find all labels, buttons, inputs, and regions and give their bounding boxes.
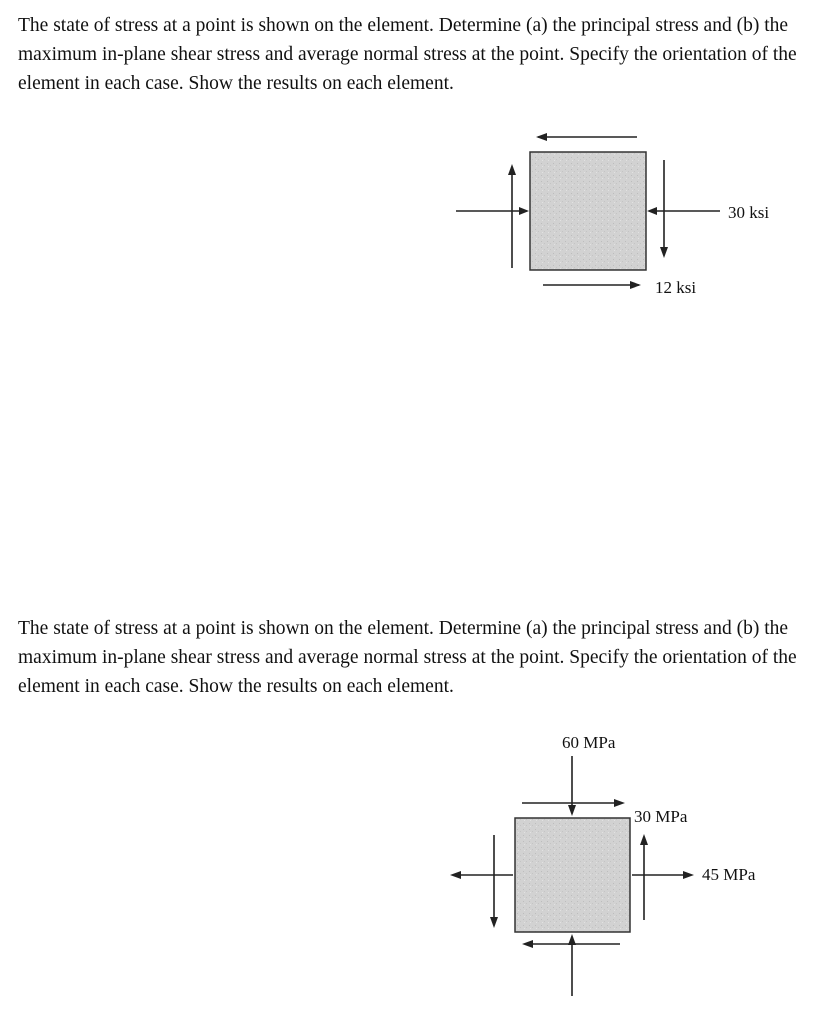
shear-arrow-left-side-2 (490, 835, 498, 928)
shear-stress-label-2: 30 MPa (634, 807, 688, 826)
problem-2-text: The state of stress at a point is shown on the element. Determine (a) the principal stress and (b) the maximum in-plane shear stress and average normal stress at the point. Specify the orientation of the element in each case. Show the results on each element. (18, 618, 797, 697)
stress-element-square-2 (515, 818, 630, 932)
normal-stress-label: 30 ksi (728, 203, 770, 222)
horizontal-stress-arrow-left (450, 871, 513, 879)
horizontal-stress-arrow-right (632, 871, 694, 879)
vertical-stress-arrow-top (568, 756, 576, 816)
shear-arrow-right-side-2 (640, 834, 648, 920)
shear-stress-label: 12 ksi (655, 278, 697, 297)
problem-1-text: The state of stress at a point is shown on the element. Determine (a) the principal stress and (b) the maximum in-plane shear stress and average normal stress at the point. Specify the orientation of the element in each case. Show the results on each element. (18, 15, 797, 94)
horizontal-stress-label: 45 MPa (702, 865, 756, 884)
vertical-stress-label: 60 MPa (562, 733, 616, 752)
